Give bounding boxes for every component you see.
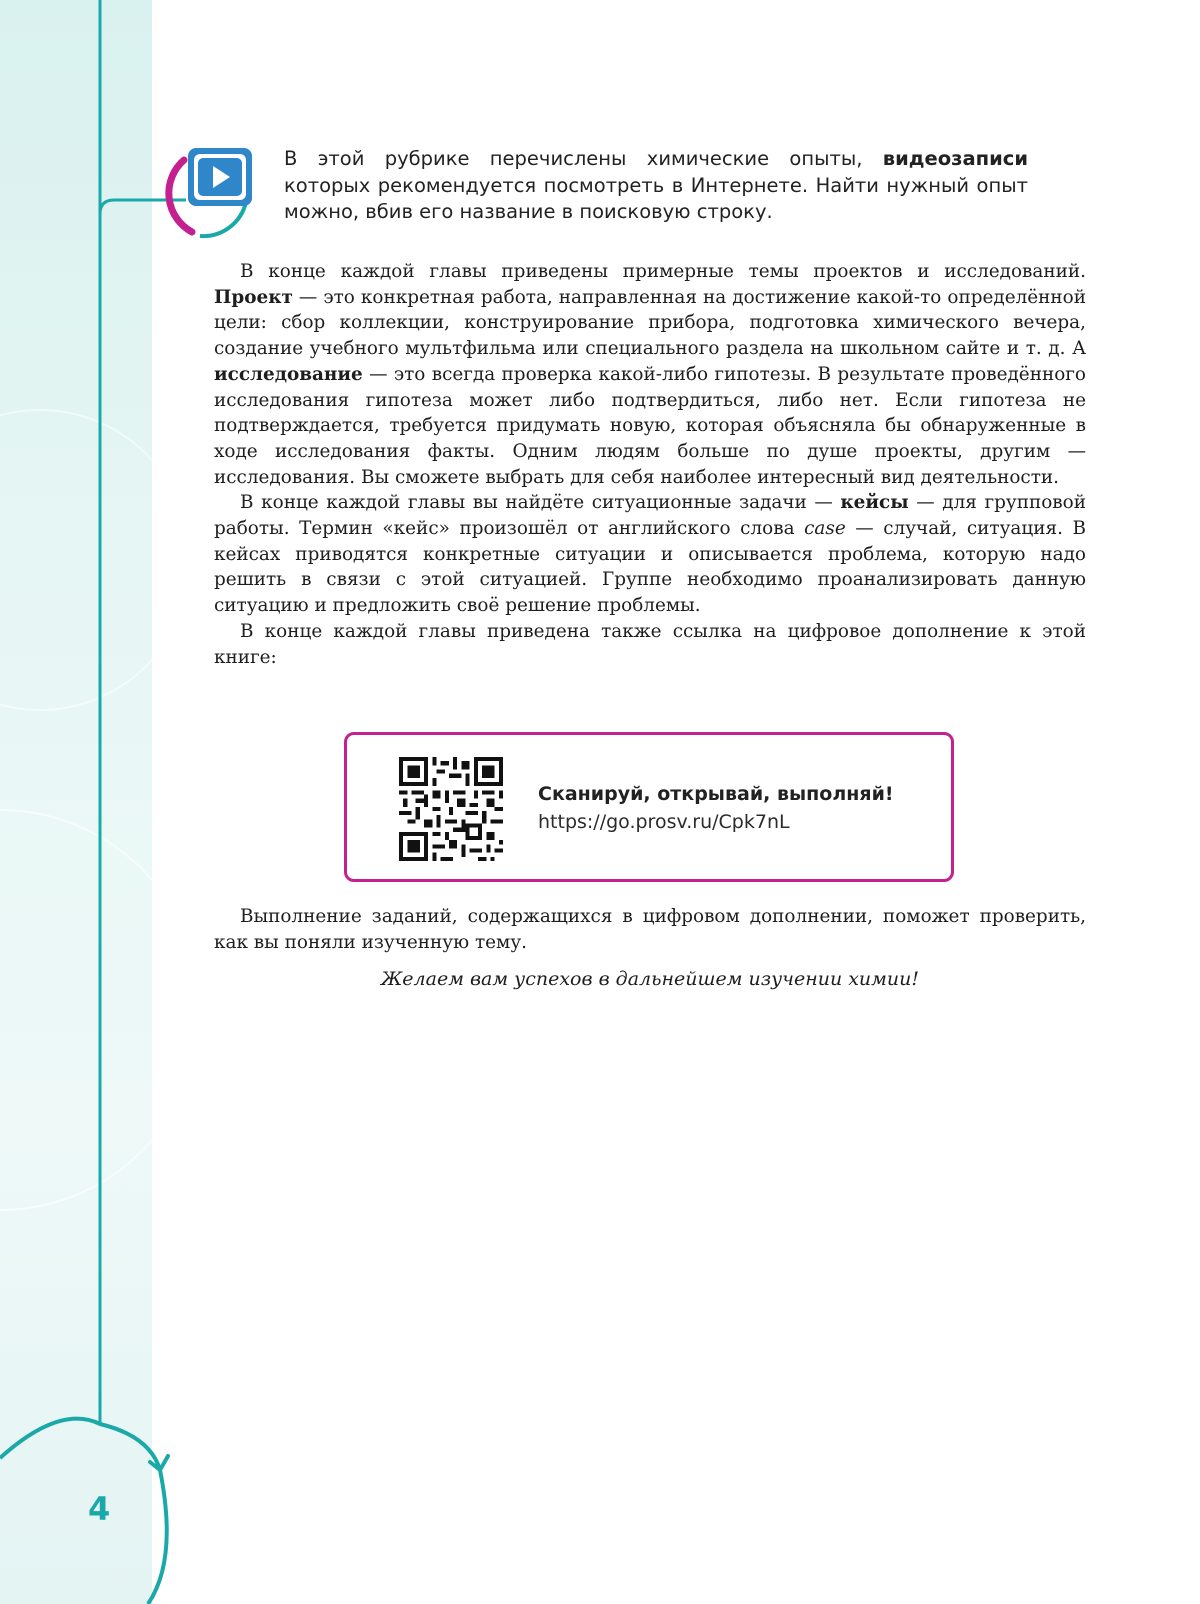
paragraph-cases: В конце каждой главы вы найдёте ситуационные задачи — кейсы — для групповой работы. Термин «кейс» произошёл от английского слова case — случай, ситуация. В кейсах приводятся конкретные ситуации и описывается проблема, которую надо решить в связи с этой ситуацией. Группе необходимо проанализировать данную ситуацию и предложить своё решение проблемы. [214, 492, 1086, 617]
digital-supplement-box[interactable] [344, 732, 954, 882]
video-rubric-icon [160, 140, 260, 240]
video-rubric-description: В этой рубрике перечислены химические опыты, видеозаписи которых рекомендуется посмотреть в Интернете. Найти нужный опыт можно, вбив его название в поисковую строку. [284, 147, 1028, 223]
qr-call-to-action: Сканируй, открывай, выполняй! [538, 783, 894, 805]
paragraph-tasks: Выполнение заданий, содержащихся в цифровом дополнении, поможет проверить, как вы поняли изученную тему. [214, 906, 1086, 953]
page-number: 4 [88, 1490, 111, 1528]
case-word: case [804, 518, 846, 540]
paragraph-projects: В конце каждой главы приведены примерные темы проектов и исследований. Проект — это конкретная работа, направленная на достижение какой-то определённой цели: сбор коллекции, конструирование прибора, подготовка химического вечера, создание учебного мультфильма или специального раздела на школьном сайте и т. д. А исследование — это всегда проверка какой-либо гипотезы. В результате проведённого исследования гипотеза может либо подтвердиться, либо нет. Если гипотеза не подтверждается, требуется придумать новую, которая объясняла бы обнаруженные в ходе исследования факты. Одним людям больше по душе проекты, другим — исследования. Вы сможете выбрать для себя наиболее интересный вид деятельности. [214, 261, 1086, 488]
paragraph-digital-supplement: В конце каждой главы приведена также ссылка на цифровое дополнение к этой книге: [214, 620, 1086, 668]
main-text [214, 259, 1086, 670]
project-term: Проект [214, 286, 293, 308]
qr-code[interactable] [399, 757, 503, 861]
closing-wish: Желаем вам успехов в дальнейшем изучении химии! [380, 968, 920, 990]
research-term: исследование [214, 363, 363, 385]
cases-term: кейсы [840, 492, 909, 514]
video-recordings-term: видеозаписи [882, 147, 1028, 170]
closing-text [214, 904, 1086, 955]
qr-link[interactable]: https://go.prosv.ru/Cpk7nL [538, 811, 790, 833]
